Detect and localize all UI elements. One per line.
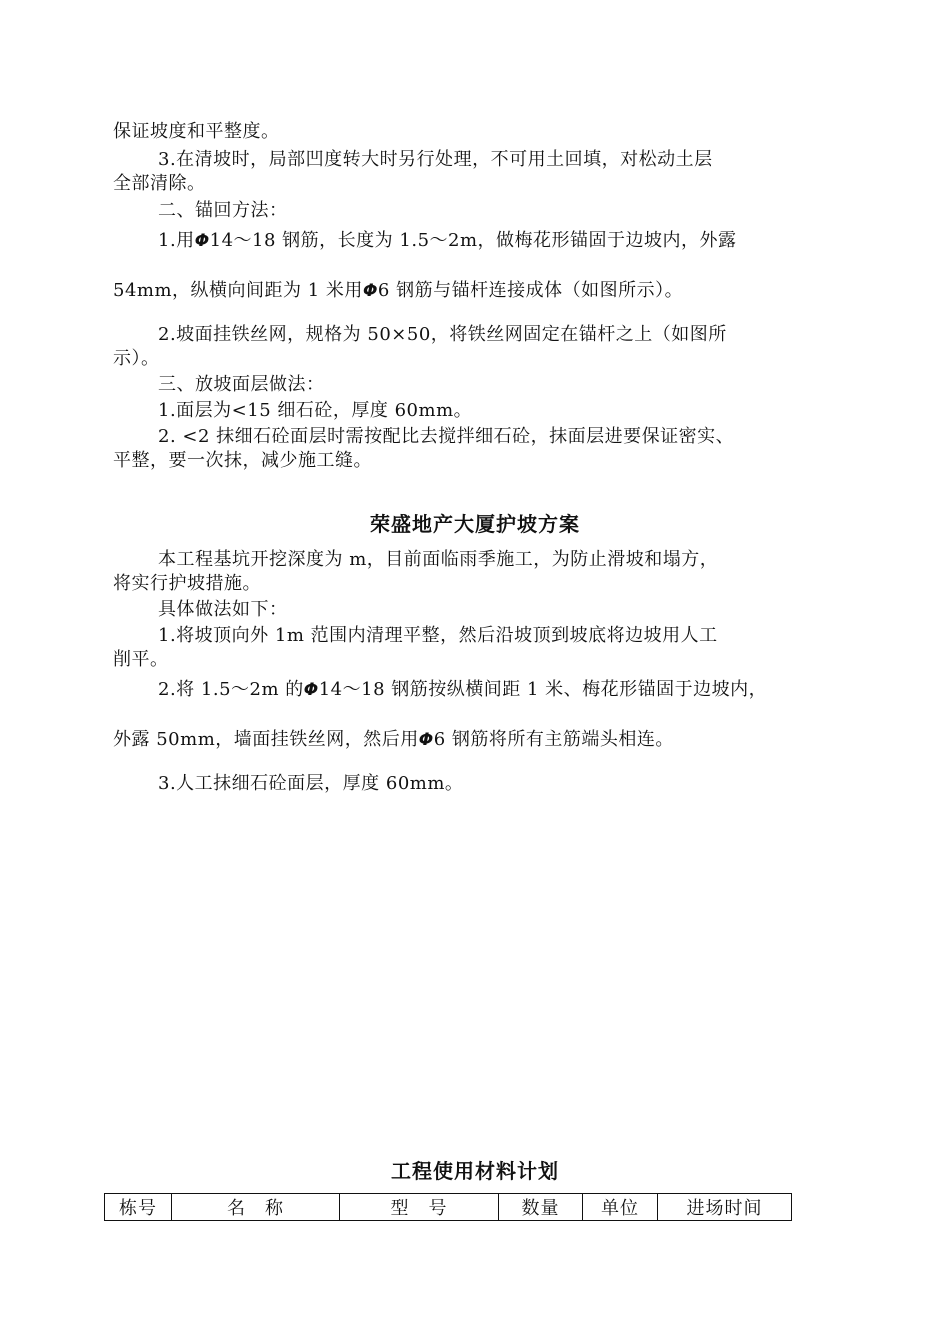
text-line: 保证坡度和平整度。: [113, 121, 280, 142]
text-fragment: 外露 50mm，墙面挂铁丝网，然后用: [113, 729, 419, 750]
section-heading: 二、锚回方法：: [158, 200, 288, 221]
text-line: [158, 229, 737, 253]
column-header-building-no: 栋号: [105, 1194, 172, 1221]
text-line: 削平。: [113, 649, 169, 670]
text-fragment: 6 钢筋将所有主筋端头相连。: [433, 729, 674, 750]
table-title: 工程使用材料计划: [391, 1159, 559, 1183]
table-header-row: [105, 1194, 792, 1221]
text-line: 全部清除。: [113, 173, 206, 194]
text-line: 1.将坡顶向外 1m 范围内清理平整，然后沿坡顶到坡底将边坡用人工: [158, 625, 718, 646]
text-line: 1.面层为<15 细石砼，厚度 60mm。: [158, 400, 473, 421]
text-line: 3.在清坡时，局部凹度转大时另行处理，不可用土回填，对松动土层: [158, 149, 713, 170]
text-line: [113, 728, 674, 752]
text-fragment: 54mm，纵横向间距为 1 米用: [113, 280, 363, 301]
rebar-symbol-icon: Φ: [418, 730, 434, 750]
text-line: 2.坡面挂铁丝网，规格为 50×50，将铁丝网固定在锚杆之上（如图所: [158, 324, 727, 345]
text-fragment: 6 钢筋与锚杆连接成体（如图所示）。: [377, 280, 684, 301]
text-fragment: 1.用: [158, 230, 195, 251]
column-header-name: 名 称: [172, 1194, 340, 1221]
text-line: 平整，要一次抹，减少施工缝。: [113, 450, 372, 471]
rebar-symbol-icon: Φ: [194, 231, 210, 251]
text-line: 3.人工抹细石砼面层，厚度 60mm。: [158, 773, 464, 794]
text-line: 2. <2 抹细石砼面层时需按配比去搅拌细石砼，抹面层进要保证密实、: [158, 426, 735, 447]
text-fragment: 14～18 钢筋按纵横间距 1 米、梅花形锚固于边坡内，: [318, 679, 768, 700]
materials-table: [104, 1193, 792, 1221]
section-heading: 三、放坡面层做法：: [158, 374, 325, 395]
column-header-unit: 单位: [583, 1194, 658, 1221]
document-title: 荣盛地产大厦护坡方案: [370, 512, 580, 536]
column-header-quantity: 数量: [499, 1194, 583, 1221]
rebar-symbol-icon: Φ: [362, 281, 378, 301]
text-line: [158, 678, 767, 702]
text-fragment: 14～18 钢筋，长度为 1.5～2m，做梅花形锚固于边坡内，外露: [209, 230, 737, 251]
text-line: 将实行护坡措施。: [113, 573, 261, 594]
text-line: 示）。: [113, 348, 160, 369]
column-header-model: 型 号: [340, 1194, 499, 1221]
text-line: 本工程基坑开挖深度为 m，目前面临雨季施工，为防止滑坡和塌方，: [158, 549, 719, 570]
column-header-arrival-time: 进场时间: [658, 1194, 792, 1221]
text-line: [113, 279, 683, 303]
text-line: 具体做法如下：: [158, 599, 288, 620]
text-fragment: 2.将 1.5～2m 的: [158, 679, 304, 700]
rebar-symbol-icon: Φ: [303, 680, 319, 700]
